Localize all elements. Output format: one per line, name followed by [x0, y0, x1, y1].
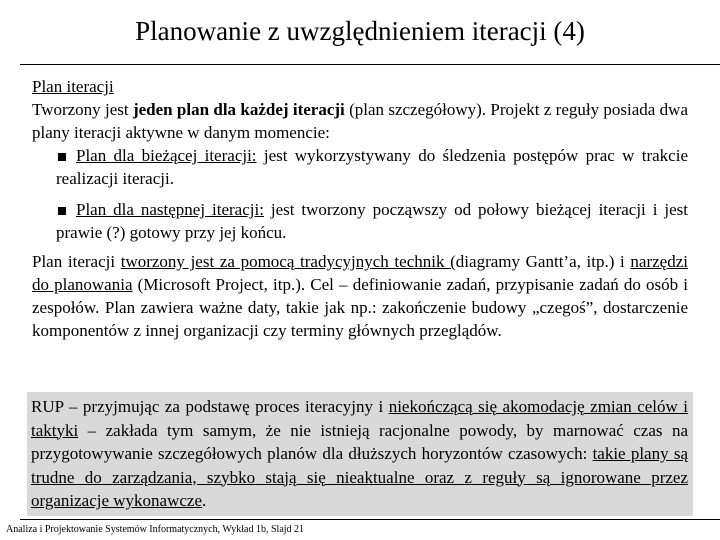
slide-content — [32, 75, 688, 342]
intro-text-a: Tworzony jest — [32, 100, 133, 119]
bullet-square-icon — [58, 207, 66, 215]
tools-paragraph — [32, 250, 688, 342]
bullet-item-current — [56, 144, 688, 190]
bullet-item-next — [56, 198, 688, 244]
bullet-text: jest wykorzystywany do śledzenia postępów prac w trakcie realizacji iteracji. — [56, 146, 688, 188]
footer-divider — [20, 519, 720, 520]
para-text-b: diagramy Gantt’a, itp.) i — [455, 252, 631, 271]
intro-bold: jeden plan dla każdej iteracji — [132, 100, 345, 119]
rup-text-a: RUP – przyjmując za podstawę proces iteracyjny i — [31, 397, 389, 416]
rup-underline-1: niekończącą się akomodację zmian celów i taktyki — [31, 397, 688, 440]
intro-text-b: (plan szczegółowy). Projekt z reguły posiada dwa plany iteracji aktywne w danym momencie: — [32, 100, 688, 142]
slide-title: Planowanie z uwzględnieniem iteracji (4) — [135, 16, 585, 46]
intro-paragraph — [32, 98, 688, 144]
bullet-label: Plan dla następnej iteracji: — [76, 200, 264, 219]
para-text-c: (Microsoft Project, itp.). Cel – definiowanie zadań, przypisanie zadań do osób i zespołów. Plan zawiera ważne daty, takie jak np.: zakończenie budowy „czegoś”, dostarczenie komponentów z innej organizacji czy terminy głównych przeglądów. — [32, 275, 689, 340]
rup-callout-box — [27, 392, 693, 516]
section-heading-text: Plan iteracji — [32, 77, 114, 96]
section-heading — [32, 75, 688, 98]
slide-footer: Analiza i Projektowanie Systemów Informatycznych, Wykład 1b, Slajd 21 — [6, 524, 305, 535]
para-underline-2: narzędzi do planowania — [32, 252, 688, 294]
rup-text-b: – zakłada tym samym, że nie istnieją racjonalne powody, by marnować czas na przygotowywanie szczegółowych planów dla dłuższych horyzontów czasowych: — [31, 420, 688, 463]
bullet-square-icon — [58, 153, 66, 161]
rup-text-c: . — [202, 491, 207, 510]
bullet-label: Plan dla bieżącej iteracji: — [76, 146, 257, 165]
para-underline-1: tworzony jest za pomocą tradycyjnych technik ( — [120, 252, 456, 271]
title-divider — [20, 64, 720, 65]
bullet-text: jest tworzony począwszy od połowy bieżącej iteracji i jest prawie (?) gotowy przy jej końcu. — [56, 200, 688, 242]
para-text-a: Plan iteracji — [32, 252, 121, 271]
rup-paragraph — [31, 395, 688, 513]
rup-underline-2: takie plany są trudne do zarządzania, szybko stają się nieaktualne oraz z reguły są ignorowane przez organizacje wykonawcze — [31, 444, 688, 510]
